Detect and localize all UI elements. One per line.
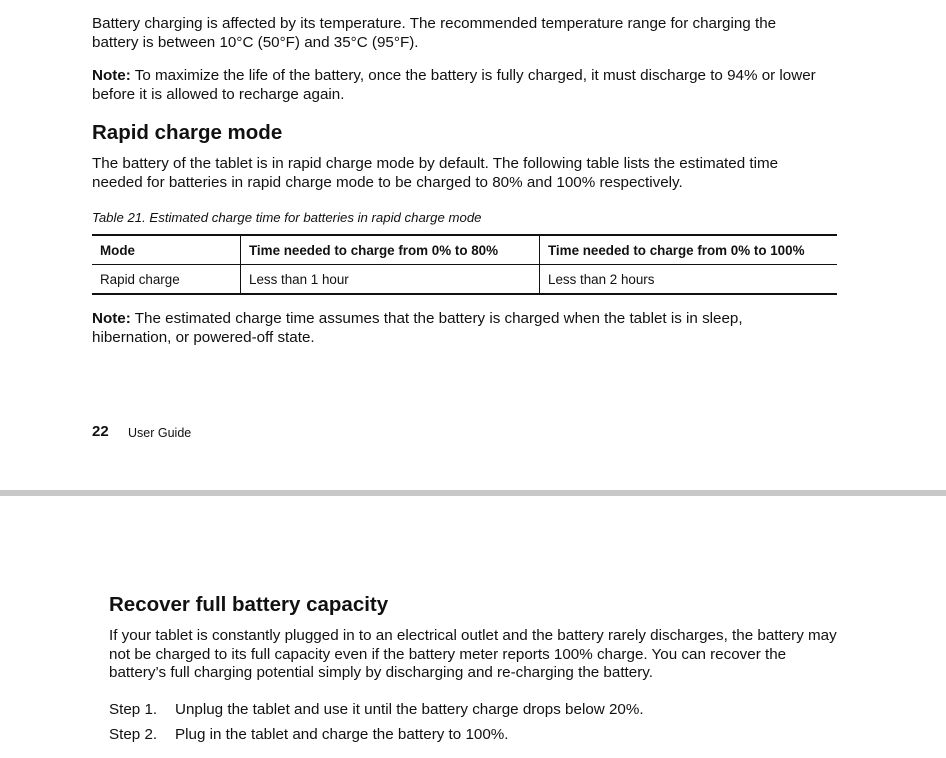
body-line-1: The battery of the tablet is in rapid charge mode by default. The following table lists the estimated time <box>92 155 779 172</box>
body-line-1: If your tablet is constantly plugged in to an electrical outlet and the battery rarely discharges, the battery may <box>109 627 837 644</box>
table-caption: Table 21. Estimated charge time for batteries in rapid charge mode <box>92 210 482 225</box>
document-page-23 <box>0 496 946 758</box>
note-line-2: hibernation, or powered-off state. <box>92 328 315 346</box>
step-text: Unplug the tablet and use it until the battery charge drops below 20%. <box>175 701 644 718</box>
body-line-2: needed for batteries in rapid charge mode to be charged to 80% and 100% respectively. <box>92 173 683 191</box>
page-number: 22 <box>92 423 109 440</box>
charge-time-table <box>92 234 837 295</box>
charge-time-note <box>92 310 743 347</box>
body-line-3: battery’s full charging potential simply by discharging and re-charging the battery. <box>109 664 653 681</box>
note-line-2: before it is allowed to recharge again. <box>92 85 345 103</box>
step-1 <box>109 701 644 720</box>
intro-line-1: Battery charging is affected by its temperature. The recommended temperature range for charging the <box>92 15 777 32</box>
footer-title: User Guide <box>128 426 192 440</box>
section-heading-rapid-charge: Rapid charge mode <box>92 121 283 144</box>
table-header-row <box>92 235 837 265</box>
intro-paragraph <box>92 15 776 52</box>
page-corner <box>0 0 14 14</box>
step-2 <box>109 726 509 745</box>
note-label: Note: <box>92 310 131 327</box>
step-label: Step 2. <box>109 726 158 743</box>
intro-line-2: battery is between 10°C (50°F) and 35°C (95°F). <box>92 33 419 51</box>
table-header-100: Time needed to charge from 0% to 100% <box>540 235 838 265</box>
note-line-1: To maximize the life of the battery, once the battery is fully charged, it must discharge to 94% or lower <box>134 67 816 84</box>
table-cell-mode: Rapid charge <box>92 265 241 295</box>
step-text: Plug in the tablet and charge the battery to 100%. <box>175 726 509 743</box>
note-label: Note: <box>92 67 131 84</box>
table-header-mode: Mode <box>92 235 241 265</box>
section-heading-recover-capacity: Recover full battery capacity <box>109 593 389 616</box>
recover-paragraph <box>109 627 837 683</box>
table-cell-80: Less than 1 hour <box>241 265 540 295</box>
note-line-1: The estimated charge time assumes that the battery is charged when the tablet is in sleep, <box>134 310 743 327</box>
table-row <box>92 265 837 295</box>
step-label: Step 1. <box>109 701 158 718</box>
battery-life-note <box>92 67 816 104</box>
table-header-80: Time needed to charge from 0% to 80% <box>241 235 540 265</box>
body-line-2: not be charged to its full capacity even if the battery meter reports 100% charge. You can recover the <box>109 645 787 663</box>
rapid-charge-paragraph <box>92 155 778 192</box>
table-cell-100: Less than 2 hours <box>540 265 838 295</box>
